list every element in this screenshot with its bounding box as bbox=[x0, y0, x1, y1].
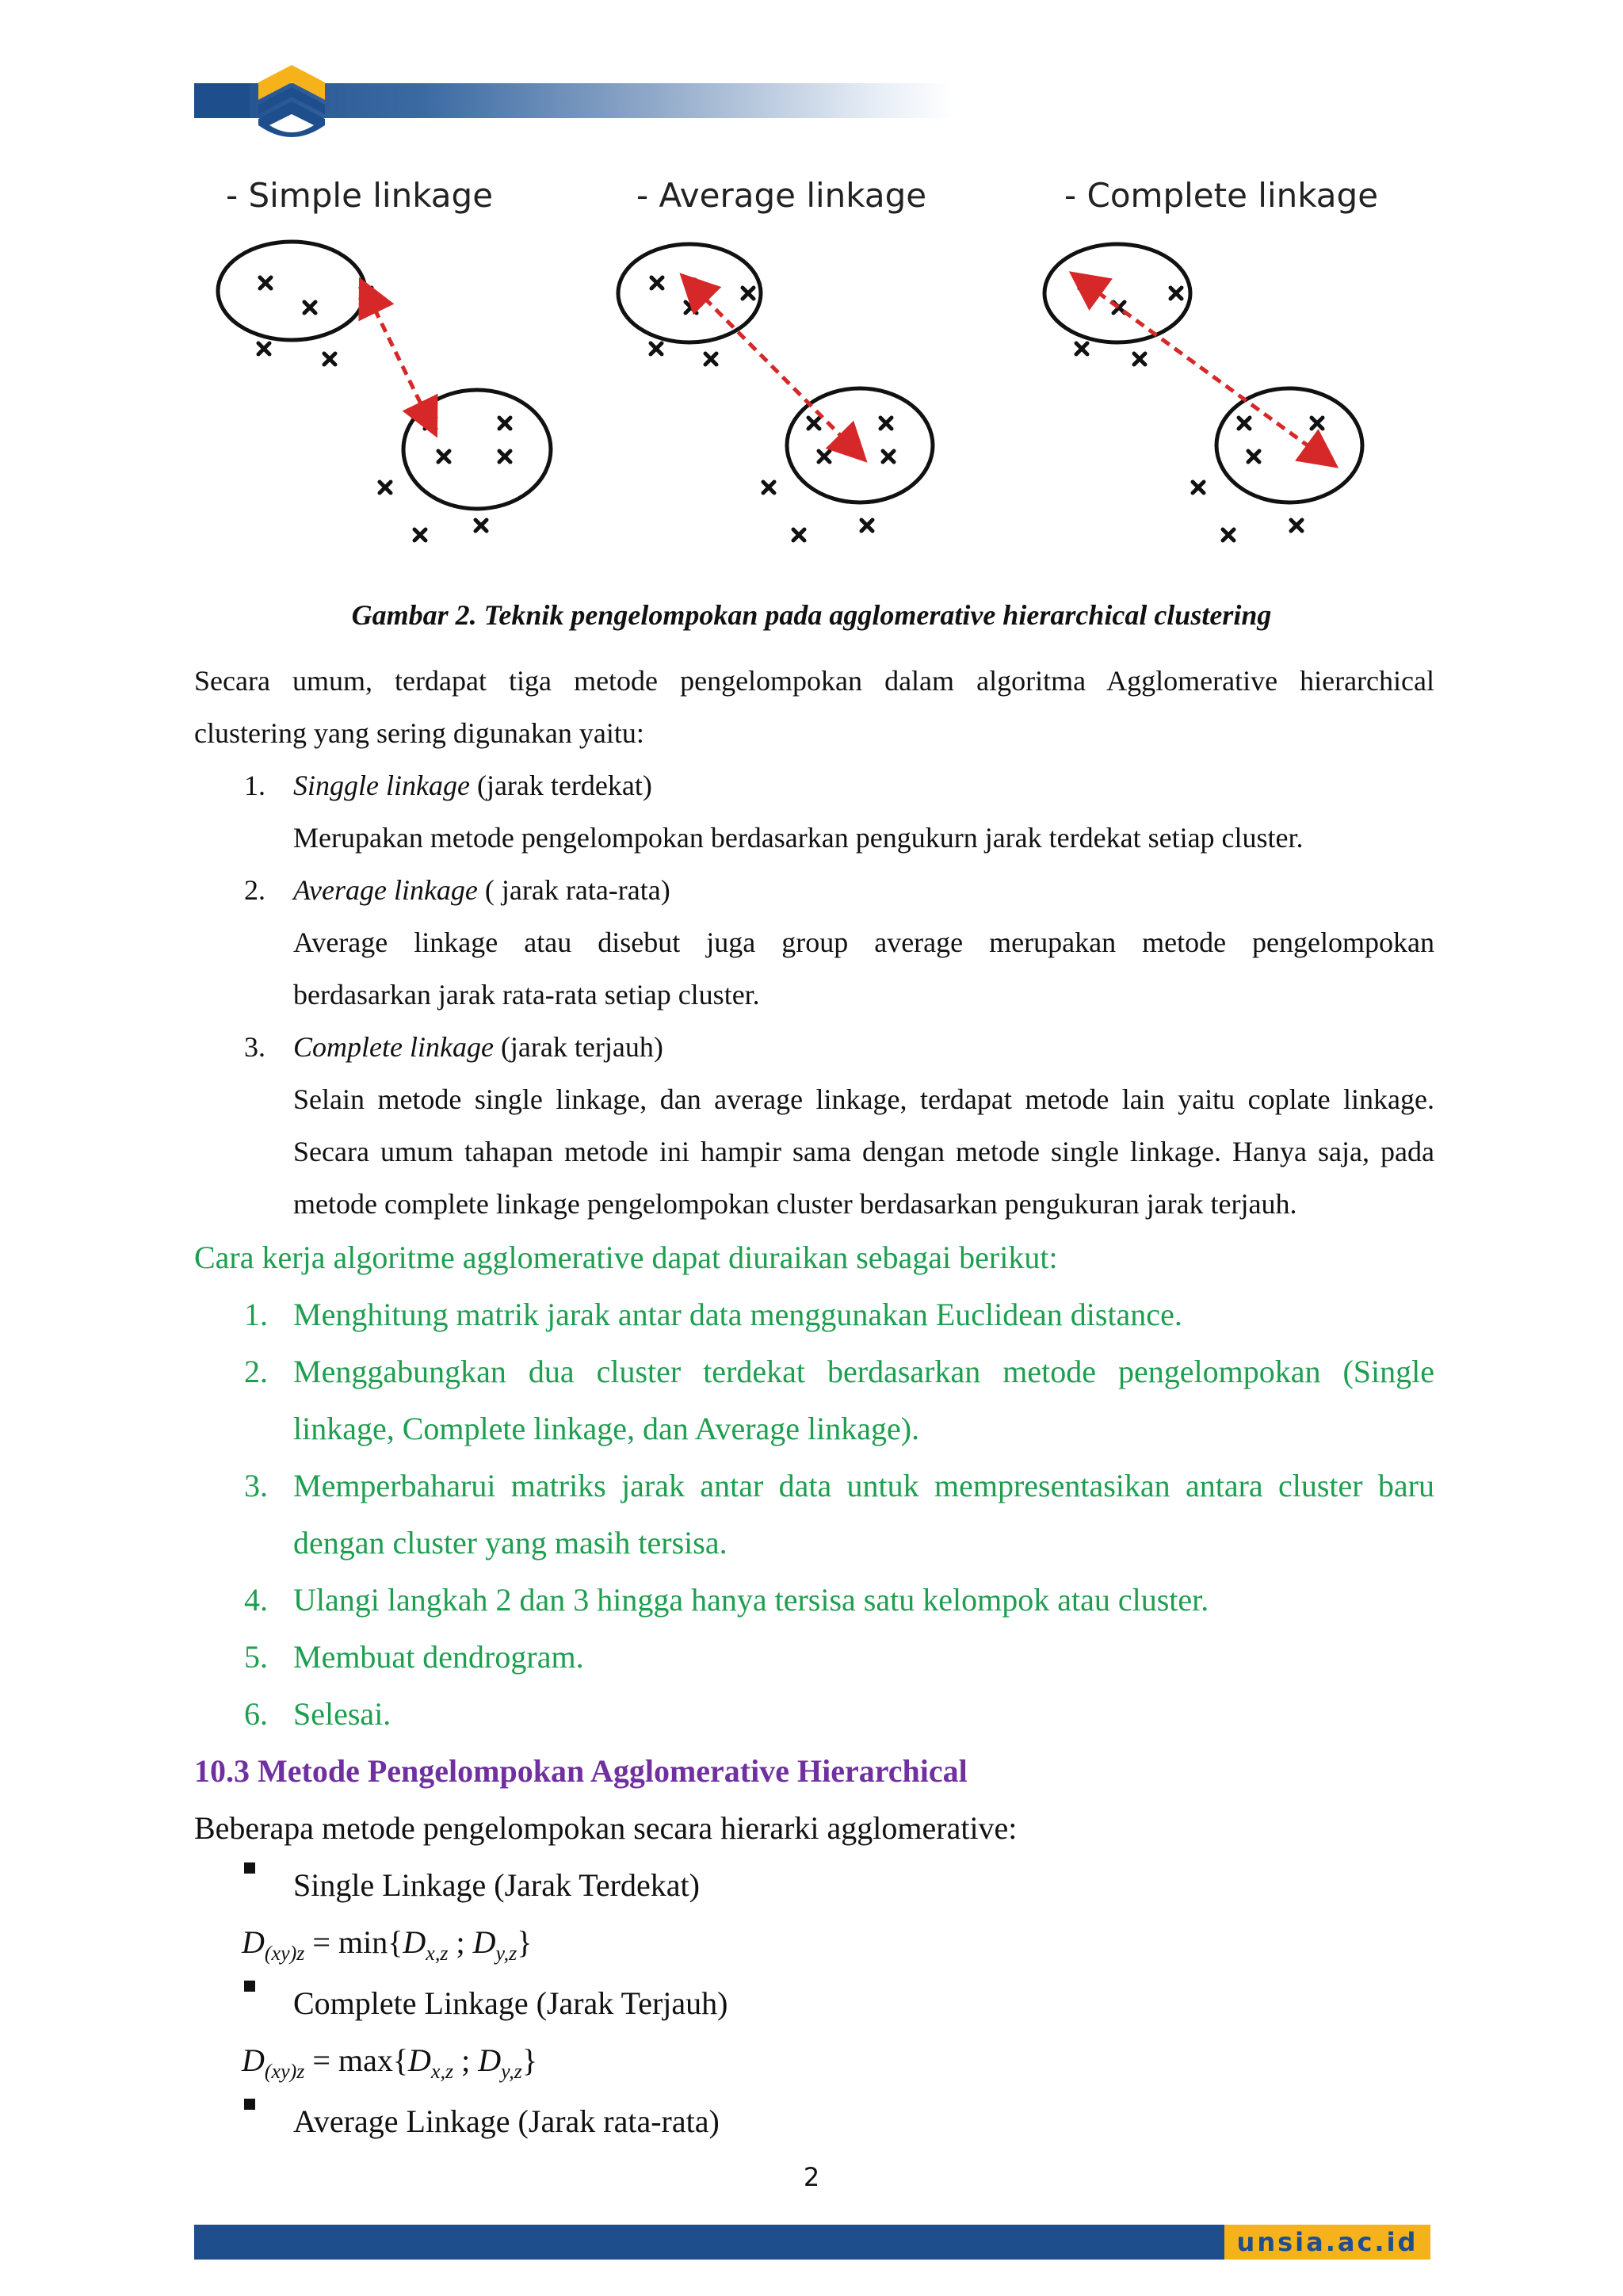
step-text: Ulangi langkah 2 dan 3 hingga hanya tersisa satu kelompok atau cluster. bbox=[293, 1582, 1209, 1618]
step-number: 3. bbox=[244, 1468, 268, 1503]
university-logo-icon bbox=[252, 62, 331, 147]
bullet-label: Average Linkage (Jarak rata-rata) bbox=[293, 2103, 720, 2139]
page-number: 2 bbox=[803, 2162, 820, 2192]
method-title: Average linkage ( jarak rata-rata) bbox=[293, 874, 670, 906]
method-desc: metode complete linkage pengelompokan cluster berdasarkan pengukuran jarak terjauh. bbox=[293, 1188, 1297, 1220]
step-text: Membuat dendrogram. bbox=[293, 1639, 584, 1675]
data-point-markers bbox=[258, 277, 1326, 541]
bullet-marker bbox=[244, 1981, 255, 1992]
footer-site-label: unsia.ac.id bbox=[1224, 2225, 1430, 2260]
panel-title-simple: - Simple linkage bbox=[226, 176, 494, 215]
figure-caption: Gambar 2. Teknik pengelompokan pada agglomerative hierarchical clustering bbox=[351, 599, 1272, 631]
method-title: Complete linkage (jarak terjauh) bbox=[293, 1031, 663, 1063]
step-text: dengan cluster yang masih tersisa. bbox=[293, 1525, 727, 1561]
bullet-label: Complete Linkage (Jarak Terjauh) bbox=[293, 1985, 728, 2021]
formula-single: $D_{(xy)z} = \min\{D_{x,z}$ ; $D_{y,z}$} bbox=[242, 1924, 533, 1965]
bullet-marker bbox=[244, 1862, 255, 1874]
intro-line-2: clustering yang sering digunakan yaitu: bbox=[194, 717, 644, 749]
step-text: linkage, Complete linkage, dan Average linkage). bbox=[293, 1411, 920, 1446]
step-number: 2. bbox=[244, 1354, 268, 1389]
intro-line-1: Secara umum, terdapat tiga metode pengelompokan dalam algoritma Agglomerative hierarchical bbox=[194, 665, 1434, 697]
step-text: Selesai. bbox=[293, 1696, 391, 1732]
method-desc: Average linkage atau disebut juga group average merupakan metode pengelompokan bbox=[293, 926, 1434, 958]
panel-title-complete: - Complete linkage bbox=[1064, 176, 1379, 215]
linkage-diagram bbox=[194, 159, 1391, 590]
method-title: Singgle linkage (jarak terdekat) bbox=[293, 770, 652, 801]
section-heading: 10.3 Metode Pengelompokan Agglomerative Hierarchical bbox=[194, 1753, 968, 1789]
step-text: Memperbaharui matriks jarak antar data untuk mempresentasikan antara cluster baru bbox=[293, 1468, 1434, 1503]
step-text: Menggabungkan dua cluster terdekat berdasarkan metode pengelompokan (Single bbox=[293, 1354, 1434, 1389]
formula-complete: $D_{(xy)z} = \max\{D_{x,z}$ ; $D_{y,z}$} bbox=[242, 2042, 538, 2083]
header-block bbox=[194, 83, 250, 118]
step-number: 6. bbox=[244, 1696, 268, 1732]
step-number: 5. bbox=[244, 1639, 268, 1675]
method-desc: Merupakan metode pengelompokan berdasarkan pengukurn jarak terdekat setiap cluster. bbox=[293, 822, 1304, 854]
bullet-label: Single Linkage (Jarak Terdekat) bbox=[293, 1867, 700, 1903]
section-intro: Beberapa metode pengelompokan secara hierarki agglomerative: bbox=[194, 1810, 1018, 1846]
bullet-marker bbox=[244, 2099, 255, 2110]
panel-title-average: - Average linkage bbox=[636, 176, 927, 215]
centroid-marker bbox=[850, 444, 863, 457]
steps-intro: Cara kerja algoritme agglomerative dapat diuraikan sebagai berikut: bbox=[194, 1240, 1058, 1275]
centroid-marker bbox=[687, 277, 700, 290]
method-desc: Secara umum tahapan metode ini hampir sama dengan metode single linkage. Hanya saja, pada bbox=[293, 1136, 1434, 1167]
linkage-figure bbox=[194, 159, 1391, 590]
method-number: 1. bbox=[244, 770, 265, 801]
method-number: 2. bbox=[244, 874, 265, 906]
step-number: 4. bbox=[244, 1582, 268, 1618]
method-desc: Selain metode single linkage, dan average linkage, terdapat metode lain yaitu coplate linkage. bbox=[293, 1083, 1434, 1115]
step-number: 1. bbox=[244, 1297, 268, 1332]
method-number: 3. bbox=[244, 1031, 265, 1063]
step-text: Menghitung matrik jarak antar data menggunakan Euclidean distance. bbox=[293, 1297, 1182, 1332]
method-desc: berdasarkan jarak rata-rata setiap cluster. bbox=[293, 979, 760, 1010]
